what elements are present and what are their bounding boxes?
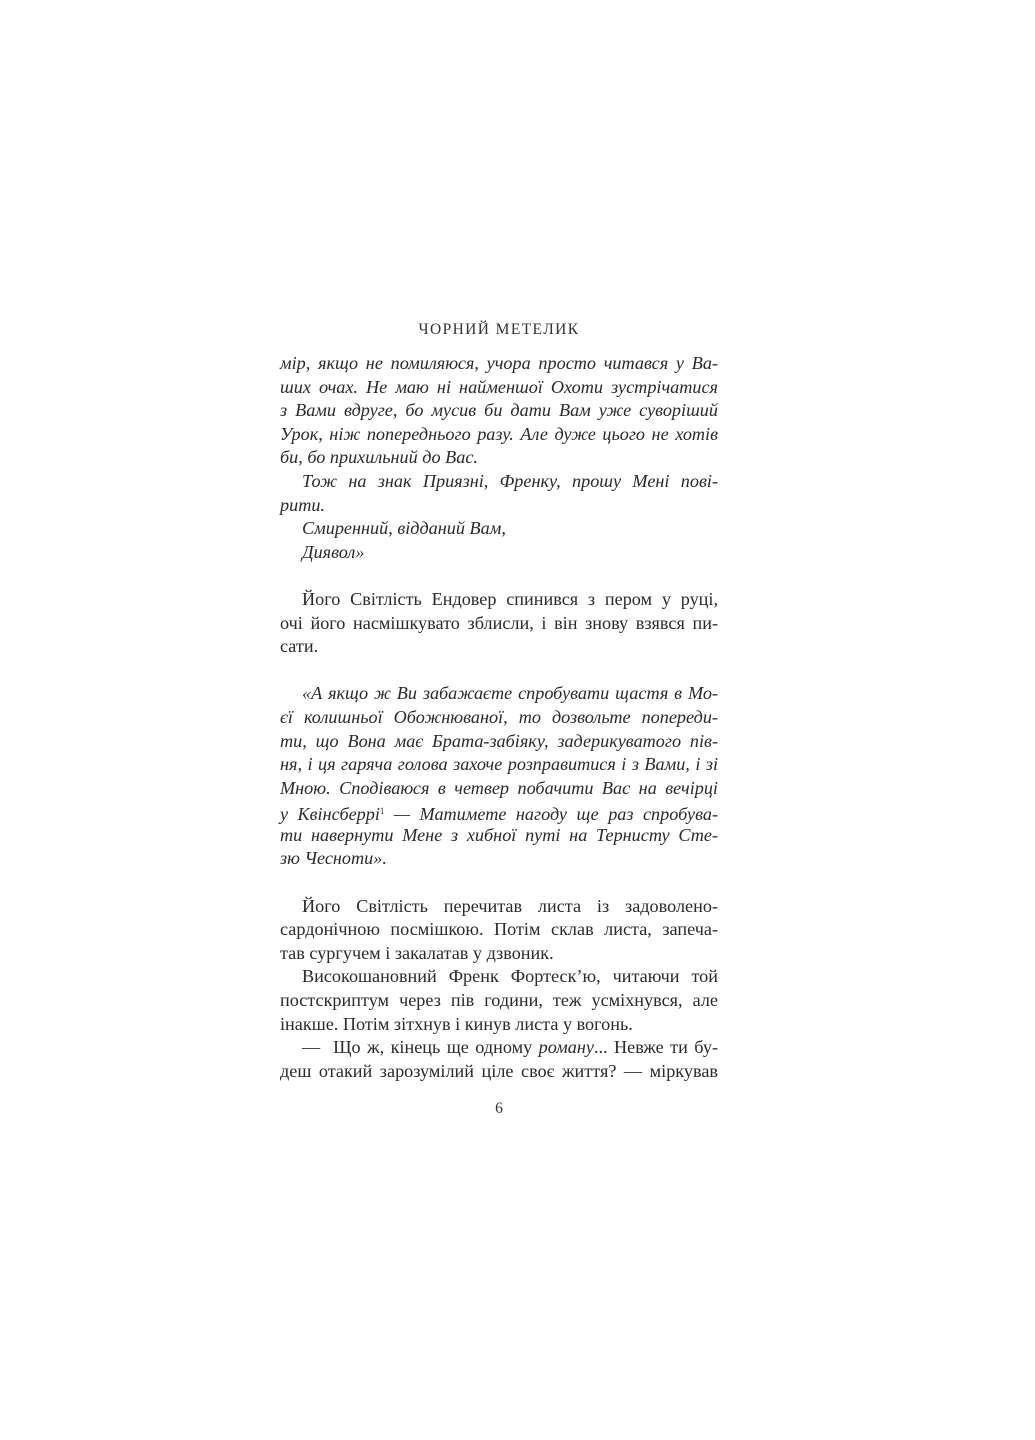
postscript-paragraph [280, 682, 718, 871]
paragraph-gap [280, 871, 718, 895]
paragraph-gap [280, 564, 718, 588]
signature-name: Диявол» [302, 541, 365, 562]
text-line: ня, і ця гаряча голова захоче розправитися і з Вами, і зі [280, 754, 718, 775]
text-line: сати. [280, 636, 319, 657]
text-line: інакше. Потім зітхнув і кинув листа у вогонь. [280, 1013, 633, 1034]
em-dash: — [302, 1037, 321, 1058]
text-line: Урок, ніж попереднього разу. Але дуже цього не хотів [280, 423, 718, 444]
page-number: 6 [495, 1100, 503, 1117]
text-line: зю Чесноти». [280, 848, 387, 869]
dialogue-line [280, 1036, 718, 1060]
text-line: мір, якщо не помиляюся, учора просто читався у Ва- [280, 353, 718, 373]
text-fragment: Що ж, кінець ще одному [333, 1037, 539, 1058]
text-line: Його Світлість перечитав листа із задоволено- [302, 895, 718, 916]
text-line: єї колишньої Обожнюваної, то дозвольте попереди- [280, 706, 718, 727]
narration-paragraph [280, 588, 718, 659]
text-line: тав сургучем і закалатав у дзвоник. [280, 942, 554, 963]
narration-paragraph [280, 895, 718, 966]
text-line: ших очах. Не маю ні найменшої Охоти зустрічатися [280, 376, 718, 397]
text-line: «А якщо ж Ви забажаєте спробувати щастя в Мо- [302, 683, 718, 704]
emphasized-word: роману [538, 1037, 594, 1058]
text-line: з Вами вдруге, бо мусив би дати Вам уже суворіший [280, 400, 718, 421]
text-fragment: у Квінсберрі [280, 804, 380, 825]
text-line: постскриптум через пів години, теж усміхнувся, але [280, 990, 718, 1011]
text-line: сардонічною посмішкою. Потім склав листа, запеча- [280, 919, 718, 940]
text-fragment: ... Невже ти бу- [593, 1037, 719, 1058]
text-line: Тож на знак Приязні, Френку, прошу Мені пові- [302, 470, 718, 491]
text-line: ти, що Вона має Брата-забіяку, задерикуватого пів- [280, 730, 718, 751]
text-line: Високошановний Френк Фортеск’ю, читаючи той [302, 966, 718, 987]
letter-request-paragraph [280, 470, 718, 517]
paragraph-gap [280, 659, 718, 683]
text-line: би, бо прихильний до Вас. [280, 447, 478, 468]
letter-signature [280, 517, 718, 564]
signature-closing: Смиренний, відданий Вам, [302, 518, 506, 539]
text-line: рити. [280, 494, 325, 515]
text-line: очі його насмішкувато зблисли, і він знову взявся пи- [280, 612, 718, 633]
text-line-with-footnote [280, 800, 718, 824]
footnote-reference[interactable]: 1 [379, 806, 385, 817]
text-line: Його Світлість Ендовер спинився з пером у руці, [302, 588, 718, 609]
letter-paragraph [280, 352, 718, 470]
text-line: Мною. Сподіваюся в четвер побачити Вас на вечірці [280, 777, 718, 798]
text-line: деш отакий зарозумілий ціле своє життя? — міркував [280, 1060, 718, 1081]
text-fragment: — Матимете нагоду ще раз спробува- [384, 804, 718, 825]
dialogue-paragraph [280, 1036, 718, 1083]
book-page [280, 318, 719, 1117]
running-title: ЧОРНИЙ МЕТЕЛИК [418, 321, 580, 338]
narration-paragraph [280, 965, 718, 1036]
text-line: ти навернути Мене з хибної путі на Тернисту Сте- [280, 824, 718, 845]
